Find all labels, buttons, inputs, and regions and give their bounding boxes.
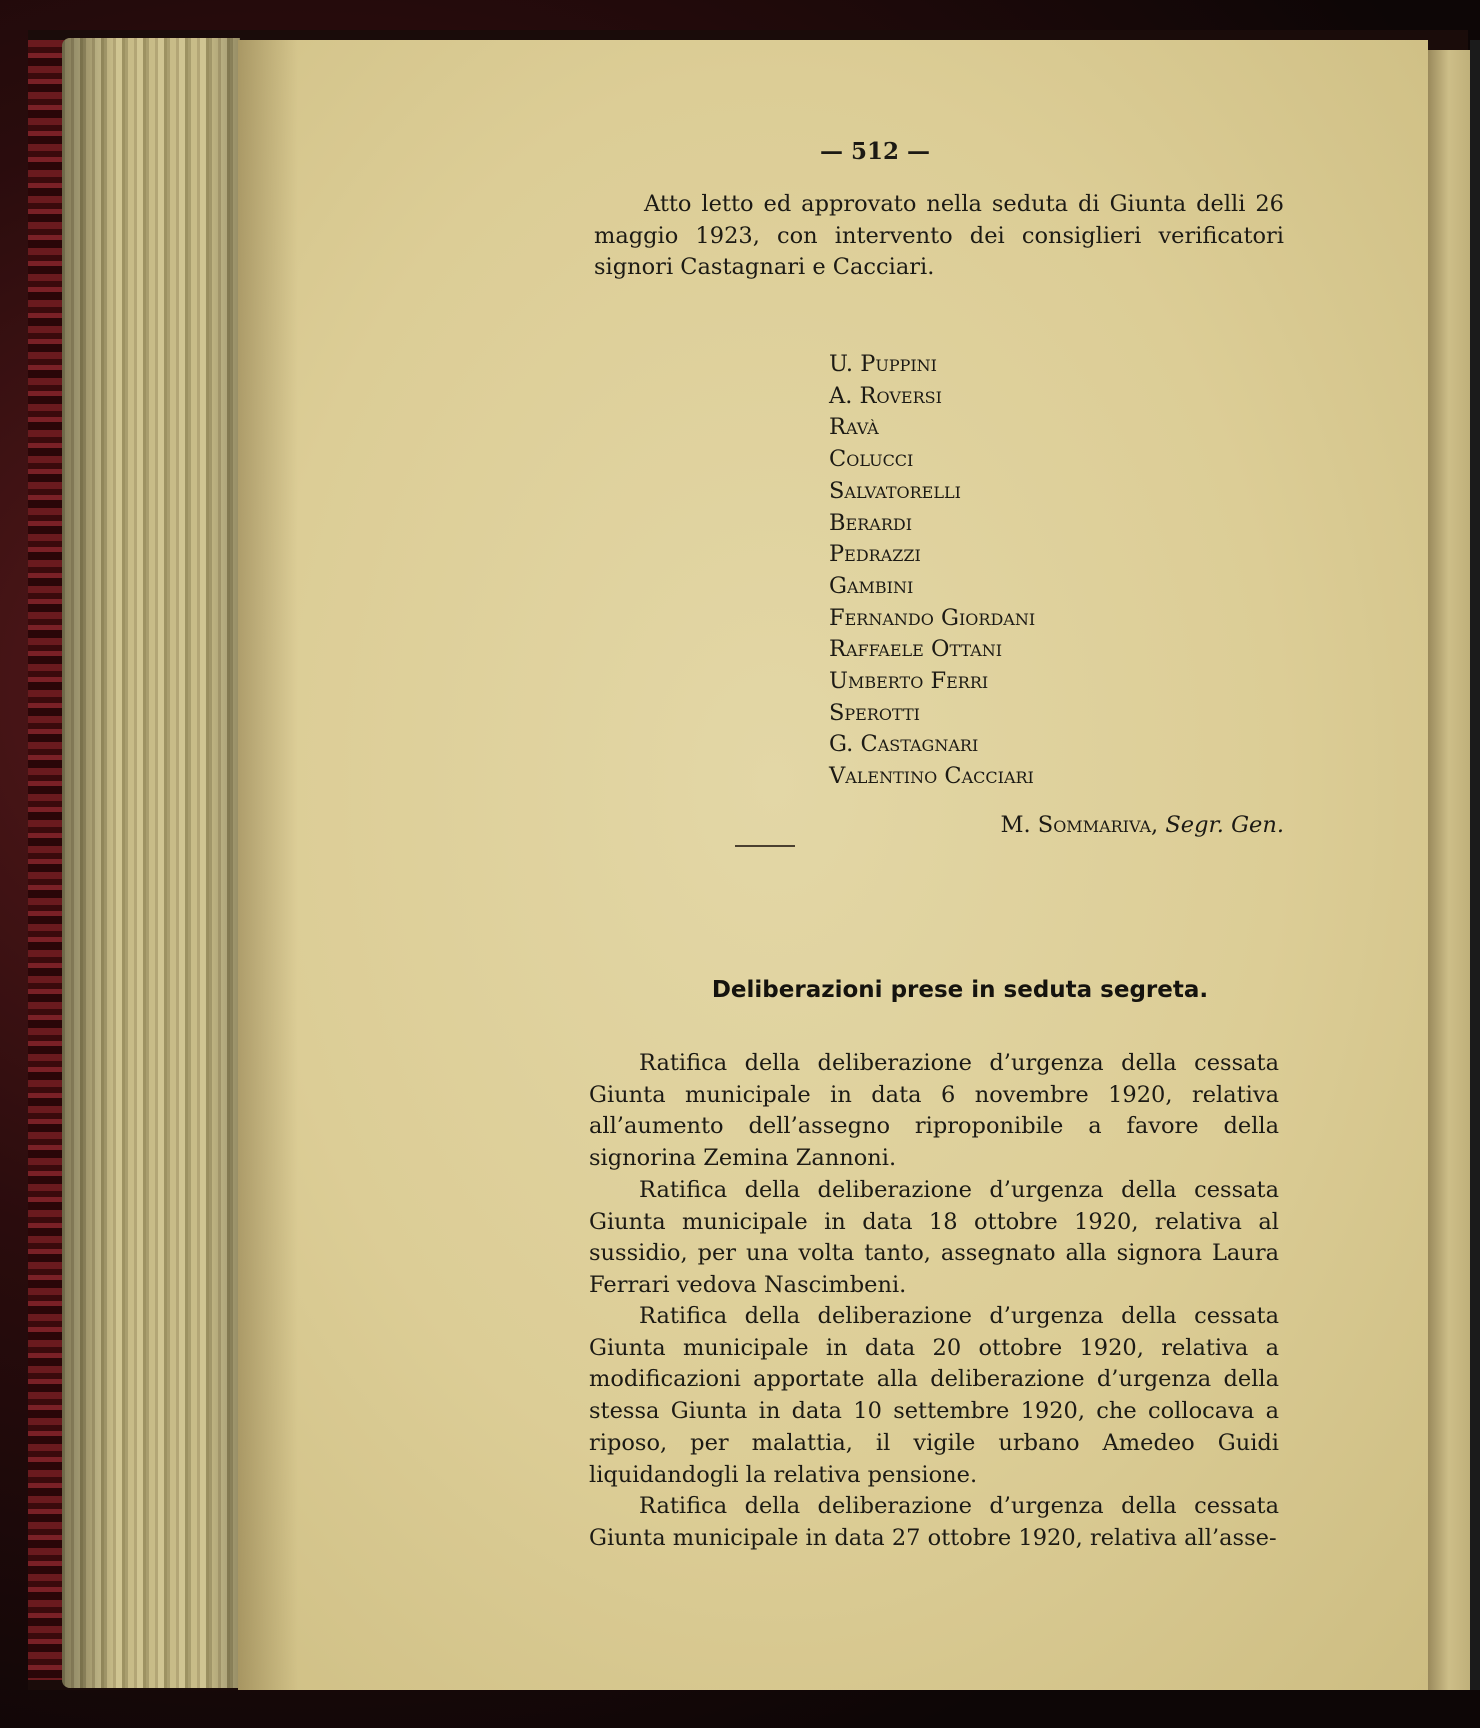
separator-rule xyxy=(735,845,795,847)
signer: Valentino Cacciari xyxy=(829,763,1034,790)
signer: U. Puppini xyxy=(829,351,937,377)
section-heading: Deliberazioni prese in seduta segreta. xyxy=(711,977,1209,1003)
secretary-title: Segr. Gen. xyxy=(1165,812,1284,838)
secretary-signature xyxy=(900,812,1284,838)
signer: Raffaele Ottani xyxy=(829,636,1003,663)
signer: Umberto Ferri xyxy=(829,668,989,695)
secretary-name: M. Sommariva, xyxy=(1000,812,1159,838)
page-gutter-shadow xyxy=(238,40,298,1690)
signer: Sperotti xyxy=(829,699,920,726)
signer: Colucci xyxy=(829,446,914,473)
page-number: — 512 — xyxy=(819,138,931,165)
signatories-list xyxy=(829,349,1249,793)
signer: Ravà xyxy=(829,414,879,441)
page-stack-shadow xyxy=(62,38,240,1688)
deliberation-paragraph: Ratifica della deliberazione d’urgenza della cessata Giunta municipale in data 18 ottobre 1920, relativa al sussidio, per una volta tanto, assegnato alla signora Laura Ferrari vedova Nascimbeni. xyxy=(589,1177,1279,1299)
scan-border xyxy=(1470,40,1480,1690)
signer: Pedrazzi xyxy=(829,541,921,568)
signer: Salvatorelli xyxy=(829,477,961,504)
signer: Fernando Giordani xyxy=(829,604,1036,631)
signer: Gambini xyxy=(829,572,914,599)
intro-paragraph: Atto letto ed approvato nella seduta di Giunta delli 26 maggio 1923, con intervento dei consiglieri verificatori signori Castagnari e Cacciari. xyxy=(594,191,1284,281)
signer: Berardi xyxy=(829,509,913,536)
deliberation-paragraph: Ratifica della deliberazione d’urgenza della cessata Giunta municipale in data 27 ottobre 1920, relativa all’asse- xyxy=(589,1493,1279,1551)
deliberation-paragraph: Ratifica della deliberazione d’urgenza della cessata Giunta municipale in data 20 ottobre 1920, relativa a modificazioni apportate alla deliberazione d’urgenza della stessa Giunta in data 10 settembre 1920, che collocava a riposo, per malattia, il vigile urbano Amedeo Guidi liquidandogli la relativa pensione. xyxy=(589,1303,1279,1488)
signer: G. Castagnari xyxy=(829,731,979,758)
deliberation-paragraph: Ratifica della deliberazione d’urgenza della cessata Giunta municipale in data 6 novembre 1920, relativa all’aumento dell’assegno riproponibile a favore della signorina Zemina Zannoni. xyxy=(589,1050,1279,1172)
signer: A. Roversi xyxy=(829,382,942,409)
